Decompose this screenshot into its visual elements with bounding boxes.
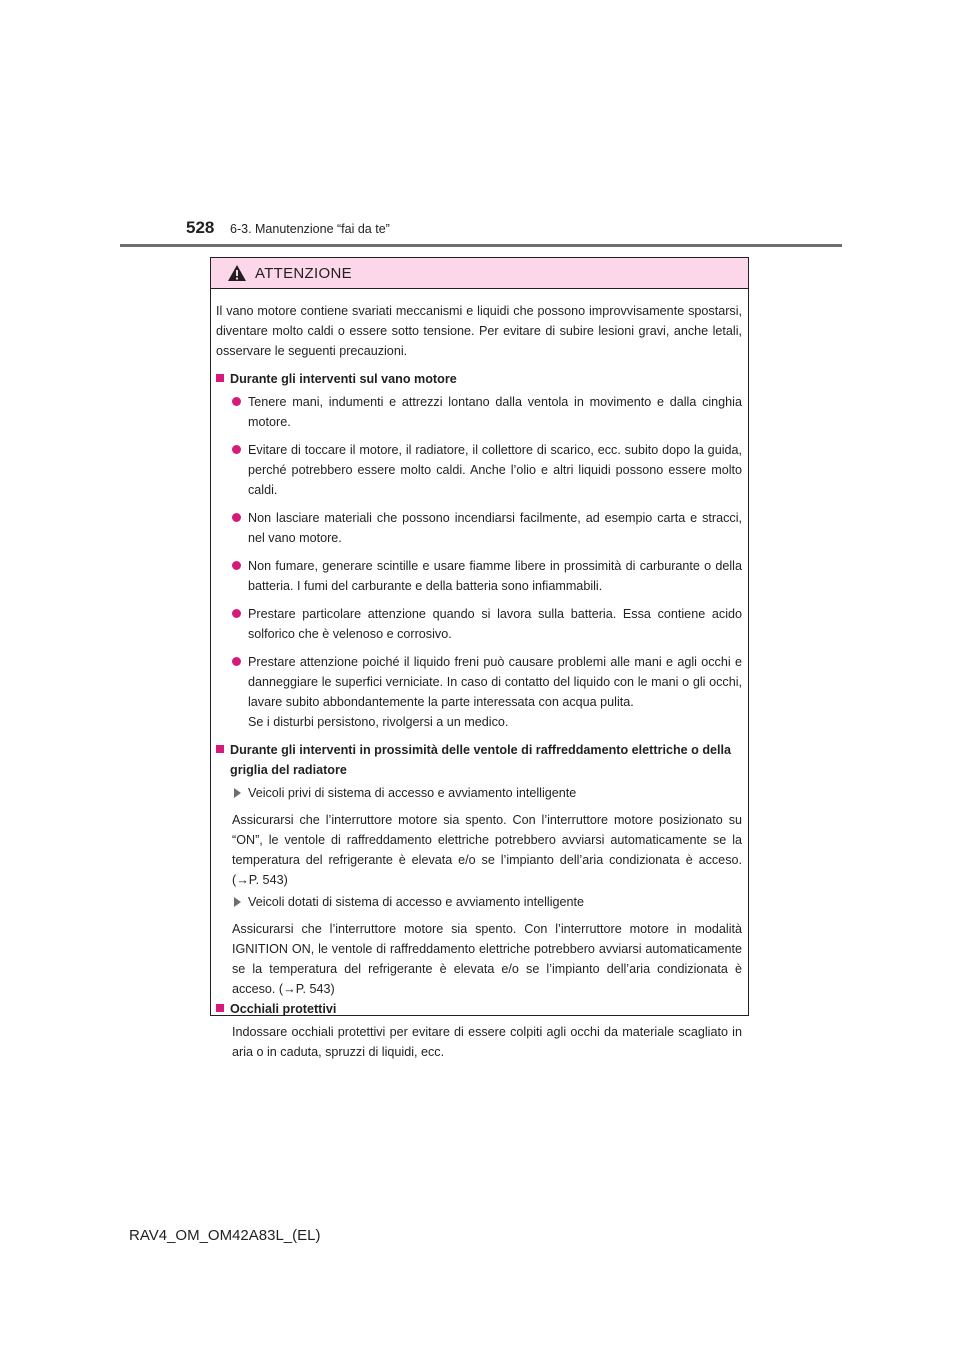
warning-header — [211, 258, 748, 289]
list-item-text: Evitare di toccare il motore, il radiatore, il collettore di scarico, ecc. subito dopo la guida, perché potrebbero essere molto caldi. Anche l’olio e altri liquidi possono essere molto caldi. — [248, 443, 742, 497]
list-item-text: Tenere mani, indumenti e attrezzi lontano dalla ventola in movimento e dalla cinghia motore. — [248, 395, 742, 429]
paragraph: Indossare occhiali protettivi per evitare di essere colpiti agli occhi da materiale scagliato in aria o in caduta, spruzzi di liquidi, ecc. — [232, 1025, 742, 1059]
list-item — [216, 652, 742, 732]
header-divider — [120, 244, 842, 247]
section-heading-text: Durante gli interventi sul vano motore — [230, 372, 457, 386]
list-item — [216, 508, 742, 548]
warning-body — [211, 289, 748, 1062]
square-bullet-icon — [216, 1004, 224, 1012]
page-number: 528 — [186, 218, 215, 237]
list-item-text: Prestare particolare attenzione quando si lavora sulla batteria. Essa contiene acido solforico che è velenoso e corrosivo. — [248, 607, 742, 641]
square-bullet-icon — [216, 374, 224, 382]
list-item-text-extra: Se i disturbi persistono, rivolgersi a un medico. — [248, 715, 509, 729]
subheading — [216, 783, 742, 803]
list-item-text: Non fumare, generare scintille e usare fiamme libere in prossimità di carburante o della batteria. I fumi del carburante e della batteria sono infiammabili. — [248, 559, 742, 593]
list-item — [216, 440, 742, 500]
list-item — [216, 392, 742, 432]
triangle-bullet-icon — [234, 788, 241, 798]
section-heading — [216, 999, 742, 1019]
dot-bullet-icon — [232, 657, 241, 666]
section-heading — [216, 369, 742, 389]
list-item-text-main: Prestare attenzione poiché il liquido freni può causare problemi alle mani e agli occhi e danneggiare le superfici verniciate. In caso di contatto del liquido con le mani o gli occhi, lavare subito abbondantemente la parte interessata con acqua pulita. — [248, 655, 742, 709]
dot-bullet-icon — [232, 561, 241, 570]
section-title: 6-3. Manutenzione “fai da te” — [230, 222, 390, 236]
subheading-text: Veicoli dotati di sistema di accesso e avviamento intelligente — [248, 895, 585, 909]
subheading-text: Veicoli privi di sistema di accesso e avviamento intelligente — [248, 786, 577, 800]
dot-bullet-icon — [232, 609, 241, 618]
footer-code: RAV4_OM_OM42A83L_(EL) — [129, 1227, 321, 1244]
warning-title: ATTENZIONE — [255, 264, 352, 282]
list-item — [216, 604, 742, 644]
list-item-text — [248, 652, 742, 732]
section-heading-text: Occhiali protettivi — [230, 1002, 337, 1016]
dot-bullet-icon — [232, 397, 241, 406]
paragraph: Assicurarsi che l’interruttore motore sia spento. Con l’interruttore motore posizionato su “ON”, le ventole di raffreddamento elettriche potrebbero avviarsi automaticamente se la temperatura del refrigerante è elevata e/o se l’impianto dell’aria condizionata è acceso. (→P. 543) — [232, 813, 742, 887]
section-heading-text: Durante gli interventi in prossimità delle ventole di raffreddamento elettriche o della griglia del radiatore — [230, 743, 732, 777]
warning-intro: Il vano motore contiene svariati meccanismi e liquidi che possono improvvisamente spostarsi, diventare molto caldi o essere sotto tensione. Per evitare di subire lesioni gravi, anche letali, osservare le seguenti precauzioni. — [216, 304, 742, 358]
square-bullet-icon — [216, 745, 224, 753]
dot-bullet-icon — [232, 445, 241, 454]
list-item-text: Non lasciare materiali che possono incendiarsi facilmente, ad esempio carta e stracci, nel vano motore. — [248, 511, 742, 545]
triangle-bullet-icon — [234, 897, 241, 907]
dot-bullet-icon — [232, 513, 241, 522]
paragraph: Assicurarsi che l’interruttore motore sia spento. Con l’interruttore motore in modalità IGNITION ON, le ventole di raffreddamento elettriche potrebbero avviarsi automaticamente se la temperatura del refrigerante è elevata e/o se l’impianto dell’aria condizionata è acceso. (→P. 543) — [232, 922, 742, 996]
warning-box — [210, 257, 749, 1059]
warning-triangle-icon — [227, 264, 247, 282]
subheading — [216, 892, 742, 912]
list-item — [216, 556, 742, 596]
section-heading — [216, 740, 742, 780]
